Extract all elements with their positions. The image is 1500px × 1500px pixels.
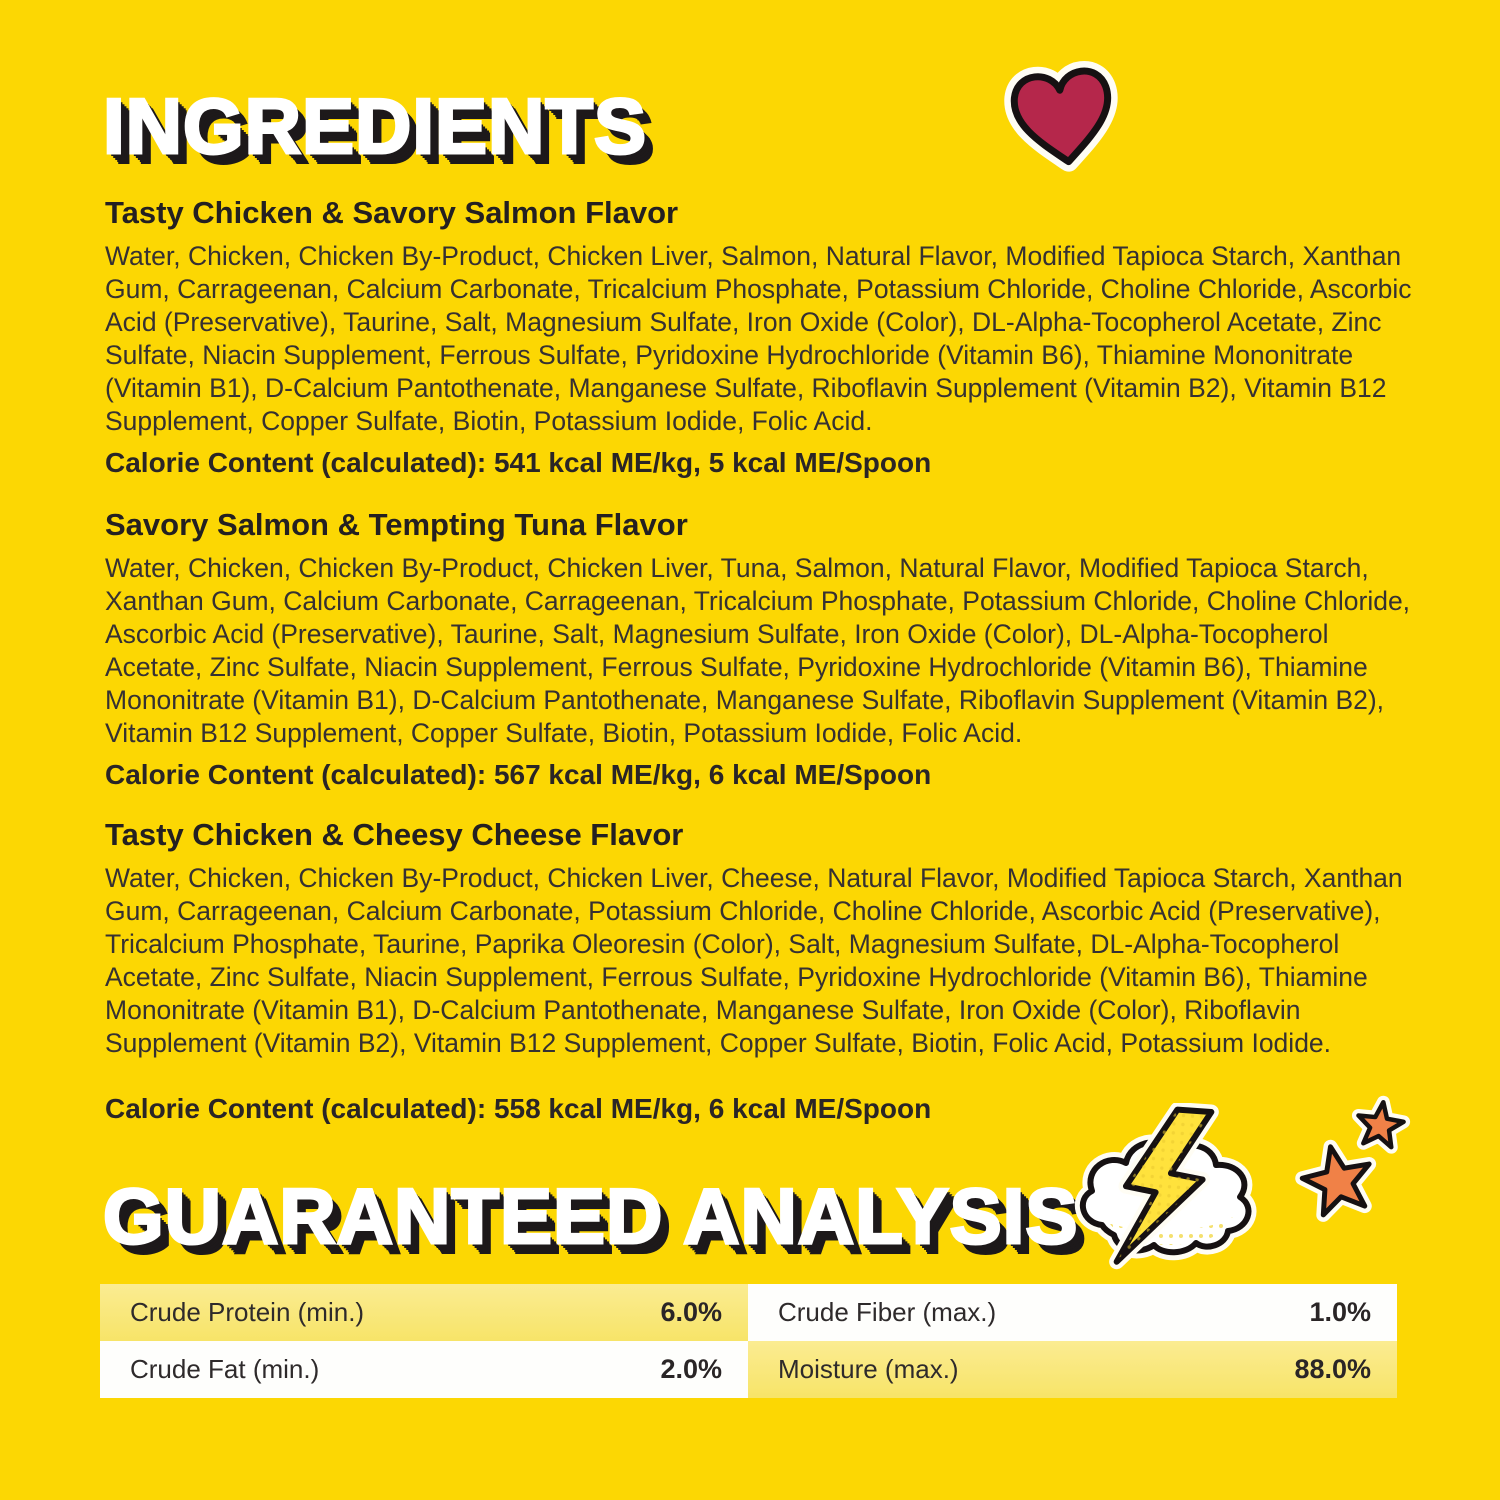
analysis-cell-crude-fat [100,1341,748,1398]
cloud-lightning-icon [1068,1103,1266,1281]
analysis-value: 1.0% [1309,1297,1371,1327]
analysis-value: 2.0% [660,1354,722,1384]
flavor-heading: Tasty Chicken & Cheesy Cheese Flavor [105,817,684,852]
star-icon-small [1355,1099,1406,1148]
flavor-heading: Savory Salmon & Tempting Tuna Flavor [105,507,688,542]
analysis-label: Crude Fiber (max.) [778,1297,997,1327]
ingredients-list: Water, Chicken, Chicken By-Product, Chicken Liver, Salmon, Natural Flavor, Modified Tapioca Starch, Xanthan Gum, Carrageenan, Calcium Carbonate, Tricalcium Phosphate, Potassium Chloride, Choline Chloride, Ascorbic Acid (Preservative), Taurine, Salt, Magnesium Sulfate, Iron Oxide (Color), DL-Alpha-Tocopherol Acetate, Zinc Sulfate, Niacin Supplement, Ferrous Sulfate, Pyridoxine Hydrochloride (Vitamin B6), Thiamine Mononitrate (Vitamin B1), D-Calcium Pantothenate, Manganese Sulfate, Riboflavin Supplement (Vitamin B2), Vitamin B12 Supplement, Copper Sulfate, Biotin, Potassium Iodide, Folic Acid. [105,241,1412,436]
analysis-value: 6.0% [660,1297,722,1327]
ingredients-title: INGREDIENTS [103,82,648,170]
calorie-content: Calorie Content (calculated): 567 kcal ME/kg, 6 kcal ME/Spoon [105,759,932,790]
analysis-cell-moisture [748,1341,1397,1398]
analysis-value: 88.0% [1294,1354,1371,1384]
calorie-content: Calorie Content (calculated): 558 kcal ME/kg, 6 kcal ME/Spoon [105,1093,932,1124]
star-icon-large [1297,1140,1377,1218]
ingredients-list: Water, Chicken, Chicken By-Product, Chicken Liver, Tuna, Salmon, Natural Flavor, Modified Tapioca Starch, Xanthan Gum, Calcium Carbonate, Carrageenan, Tricalcium Phosphate, Potassium Chloride, Choline Chloride, Ascorbic Acid (Preservative), Taurine, Salt, Magnesium Sulfate, Iron Oxide (Color), DL-Alpha-Tocopherol Acetate, Zinc Sulfate, Niacin Supplement, Ferrous Sulfate, Pyridoxine Hydrochloride (Vitamin B6), Thiamine Mononitrate (Vitamin B1), D-Calcium Pantothenate, Manganese Sulfate, Riboflavin Supplement (Vitamin B2), Vitamin B12 Supplement, Copper Sulfate, Biotin, Potassium Iodide, Folic Acid. [105,553,1411,748]
flavor-heading: Tasty Chicken & Savory Salmon Flavor [105,195,679,230]
heart-icon [1002,56,1124,176]
analysis-label: Crude Fat (min.) [130,1354,320,1384]
analysis-label: Crude Protein (min.) [130,1297,365,1327]
guaranteed-analysis-title: GUARANTEED ANALYSIS [103,1172,1079,1260]
analysis-label: Moisture (max.) [778,1354,959,1384]
analysis-cell-crude-protein [100,1284,748,1341]
ingredients-list: Water, Chicken, Chicken By-Product, Chicken Liver, Cheese, Natural Flavor, Modified Tapioca Starch, Xanthan Gum, Carrageenan, Calcium Carbonate, Potassium Chloride, Choline Chloride, Ascorbic Acid (Preservative), Tricalcium Phosphate, Taurine, Paprika Oleoresin (Color), Salt, Magnesium Sulfate, DL-Alpha-Tocopherol Acetate, Zinc Sulfate, Niacin Supplement, Ferrous Sulfate, Pyridoxine Hydrochloride (Vitamin B6), Thiamine Mononitrate (Vitamin B1), D-Calcium Pantothenate, Manganese Sulfate, Iron Oxide (Color), Riboflavin Supplement (Vitamin B2), Vitamin B12 Supplement, Copper Sulfate, Biotin, Folic Acid, Potassium Iodide. [105,863,1403,1058]
star-icons [1282,1086,1414,1224]
guaranteed-analysis-table [100,1284,1397,1398]
analysis-cell-crude-fiber [748,1284,1397,1341]
calorie-content: Calorie Content (calculated): 541 kcal ME/kg, 5 kcal ME/Spoon [105,447,932,478]
